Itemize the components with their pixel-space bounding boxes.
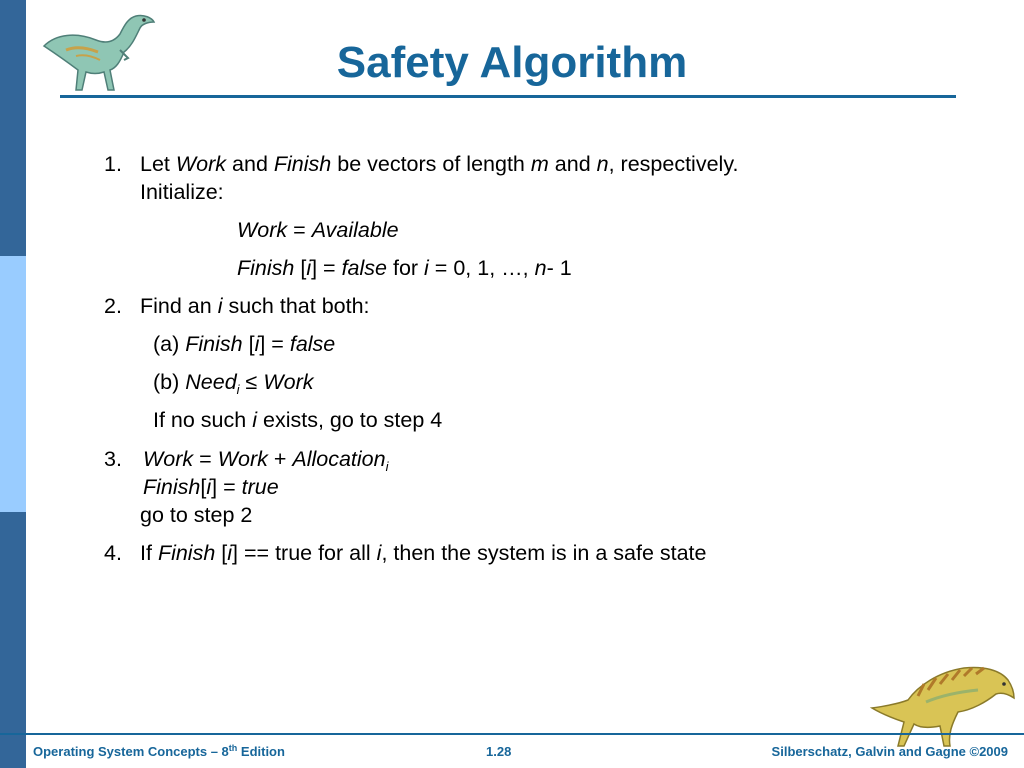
step-2b-line — [153, 368, 313, 396]
step-4-rest: ] == true for all — [232, 541, 371, 565]
step-1-n: n — [596, 152, 609, 176]
step-3-line-2 — [143, 473, 279, 501]
step-3-open: [ — [200, 475, 207, 499]
step-2-exists: exists, go to step 4 — [262, 408, 443, 432]
eq-i-2: i — [424, 256, 429, 280]
step-2a-false: false — [289, 332, 336, 356]
step-2-if-no-such-text: If no such — [153, 408, 247, 432]
step-2a-line — [153, 330, 335, 358]
eq-available: Available — [311, 218, 399, 242]
step-3-finish: Finish — [143, 475, 201, 499]
step-2-number: 2. — [104, 294, 122, 318]
step-3-close: ] = — [211, 475, 242, 499]
step-2b-leq: ≤ — [239, 370, 264, 394]
dinosaur-footer-icon — [868, 662, 1018, 750]
step-1-initialize: Initialize: — [140, 180, 224, 204]
step-1-number: 1. — [104, 152, 122, 176]
step-2-line — [140, 292, 370, 320]
footer-left-superscript: th — [228, 743, 238, 753]
step-2a-label: (a) — [153, 332, 180, 356]
step-3-line-1 — [143, 445, 389, 473]
footer-divider — [0, 733, 1024, 735]
eq-work: Work — [237, 218, 288, 242]
step-1-respectively: , respectively. — [608, 152, 739, 176]
footer-copyright: Silberschatz, Galvin and Gagne ©2009 — [771, 744, 1008, 759]
step-1-work: Work — [175, 152, 227, 176]
step-3-allocation: Allocation — [292, 447, 386, 471]
step-2a-close: ] = — [259, 332, 290, 356]
step-4-line — [140, 539, 707, 567]
step-3-allocation-subscript: i — [385, 459, 389, 474]
eq-finish: Finish — [237, 256, 295, 280]
step-2-i: i — [217, 294, 223, 318]
step-1-let: Let — [140, 152, 170, 176]
footer-left-suffix: Edition — [237, 744, 285, 759]
step-2b-work: Work — [263, 370, 314, 394]
footer-slide-number: 1.28 — [486, 744, 512, 759]
step-4-finish: Finish — [157, 541, 216, 565]
eq-close: ] = — [311, 256, 342, 280]
eq-false: false — [341, 256, 387, 280]
step-3-work-2: Work — [217, 447, 268, 471]
step-2-find-an: Find an — [140, 294, 212, 318]
step-3-goto: go to step 2 — [140, 503, 253, 527]
step-2-if-i: i — [252, 408, 257, 432]
eq-n: n — [534, 256, 547, 280]
step-4-if: If — [140, 541, 152, 565]
step-2a-i: i — [254, 332, 260, 356]
step-1-equation-finish — [237, 254, 572, 282]
step-2b-subscript: i — [236, 382, 240, 397]
step-4-open: [ — [215, 541, 228, 565]
step-2-such-that: such that both: — [228, 294, 370, 318]
step-1-and-2: and — [554, 152, 591, 176]
eq-i: i — [306, 256, 312, 280]
step-1-line — [140, 150, 738, 178]
step-1-equation-work — [237, 216, 399, 244]
step-4-i-2: i — [376, 541, 382, 565]
eq-minus-one: - 1 — [546, 256, 572, 280]
step-2b-label: (b) — [153, 370, 180, 394]
step-3-number: 3. — [104, 447, 122, 471]
slide-title: Safety Algorithm — [336, 38, 688, 87]
step-1-be-vectors: be vectors of length — [337, 152, 525, 176]
step-2b-need: Need — [185, 370, 237, 394]
eq-open: [ — [294, 256, 307, 280]
step-1-and: and — [232, 152, 268, 176]
step-3-plus: + — [267, 447, 293, 471]
step-4-number: 4. — [104, 541, 122, 565]
step-3-eq: = — [193, 447, 218, 471]
step-3-i: i — [206, 475, 212, 499]
footer-left-prefix: Operating System Concepts – 8 — [33, 744, 229, 759]
step-2a-open: [ — [242, 332, 255, 356]
step-2a-finish: Finish — [185, 332, 243, 356]
step-3-true: true — [241, 475, 279, 499]
eq-equals: = — [287, 218, 312, 242]
step-4-then: , then the system is in a safe state — [381, 541, 707, 565]
step-4-i: i — [227, 541, 233, 565]
step-1-m: m — [530, 152, 549, 176]
footer-course-title — [33, 744, 285, 759]
eq-for: for — [387, 256, 425, 280]
step-1-finish: Finish — [273, 152, 332, 176]
step-3-work: Work — [143, 447, 194, 471]
eq-range: = 0, 1, …, — [428, 256, 535, 280]
step-2-if-no-such — [153, 406, 442, 434]
